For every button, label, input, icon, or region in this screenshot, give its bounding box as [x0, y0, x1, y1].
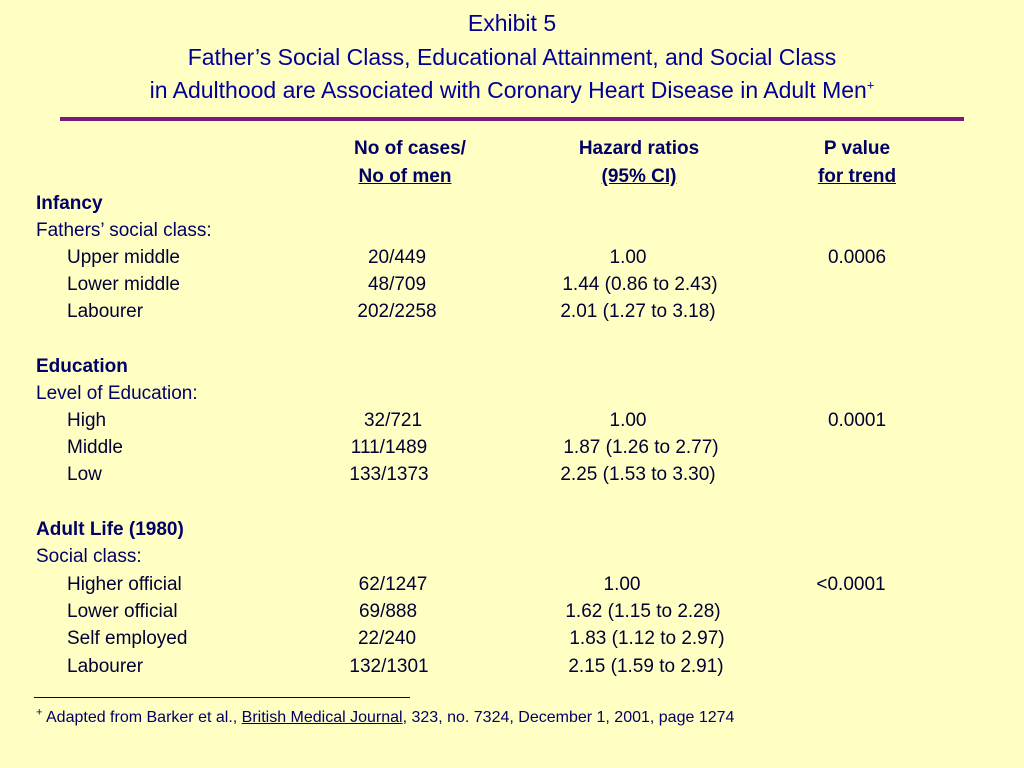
row-p-value: 0.0001 — [827, 410, 887, 431]
title-line-2: Father’s Social Class, Educational Attainment, and Social Class — [187, 44, 837, 70]
row-label: Middle — [67, 437, 123, 458]
row-p-value: 0.0006 — [827, 247, 887, 268]
row-cases: 111/1489 — [350, 437, 428, 458]
section-subheading-adult-life: Social class: — [36, 546, 142, 567]
column-header-hr-top: Hazard ratios — [578, 138, 700, 159]
row-hazard-ratio: 1.62 (1.15 to 2.28) — [565, 601, 721, 622]
exhibit-label: Exhibit 5 — [467, 10, 557, 36]
column-header-hr-bottom: (95% CI) — [601, 166, 677, 187]
column-header-p-top: P value — [823, 138, 891, 159]
footnote-journal: British Medical Journal — [241, 709, 403, 726]
row-label: Low — [67, 464, 102, 485]
column-header-p-bottom: for trend — [817, 166, 897, 187]
title-footnote-marker: + — [866, 77, 875, 93]
row-cases: 32/721 — [363, 410, 423, 431]
row-hazard-ratio: 1.44 (0.86 to 2.43) — [562, 274, 718, 295]
row-label: Higher official — [67, 574, 182, 595]
section-heading-adult-life: Adult Life (1980) — [36, 519, 184, 540]
section-heading-infancy: Infancy — [36, 193, 103, 214]
row-hazard-ratio: 2.01 (1.27 to 3.18) — [560, 301, 716, 322]
row-cases: 202/2258 — [357, 301, 437, 322]
row-cases: 48/709 — [367, 274, 427, 295]
row-hazard-ratio: 1.87 (1.26 to 2.77) — [563, 437, 719, 458]
section-subheading-infancy: Fathers’ social class: — [36, 220, 212, 241]
row-label: Lower official — [67, 601, 178, 622]
title-line-3 — [0, 75, 1024, 105]
footnote-prefix: Adapted from Barker et al., — [42, 709, 242, 726]
column-header-cases-top: No of cases/ — [354, 138, 466, 159]
row-hazard-ratio: 2.25 (1.53 to 3.30) — [560, 464, 716, 485]
footnote — [36, 708, 734, 728]
row-p-value: <0.0001 — [816, 574, 886, 595]
footnote-divider — [34, 697, 410, 698]
row-hazard-ratio: 1.00 — [609, 247, 647, 268]
column-header-cases-bottom: No of men — [358, 166, 452, 187]
title-line-3-text: in Adulthood are Associated with Coronary Heart Disease in Adult Men — [149, 77, 867, 103]
title-divider — [60, 117, 964, 121]
row-cases: 133/1373 — [349, 464, 429, 485]
row-label: Upper middle — [67, 247, 180, 268]
row-label: Labourer — [67, 656, 144, 677]
row-hazard-ratio: 1.00 — [603, 574, 641, 595]
row-hazard-ratio: 1.00 — [609, 410, 647, 431]
row-label: Lower middle — [67, 274, 180, 295]
section-heading-education: Education — [36, 356, 128, 377]
row-hazard-ratio: 2.15 (1.59 to 2.91) — [568, 656, 724, 677]
row-cases: 69/888 — [358, 601, 418, 622]
row-cases: 22/240 — [357, 628, 417, 649]
section-subheading-education: Level of Education: — [36, 383, 198, 404]
row-hazard-ratio: 1.83 (1.12 to 2.97) — [569, 628, 725, 649]
row-cases: 132/1301 — [349, 656, 429, 677]
row-label: Self employed — [67, 628, 188, 649]
footnote-suffix: , 323, no. 7324, December 1, 2001, page 1274 — [402, 709, 735, 726]
footnote-marker: + — [36, 706, 43, 719]
row-label: High — [67, 410, 107, 431]
row-cases: 20/449 — [367, 247, 427, 268]
row-label: Labourer — [67, 301, 144, 322]
row-cases: 62/1247 — [358, 574, 428, 595]
